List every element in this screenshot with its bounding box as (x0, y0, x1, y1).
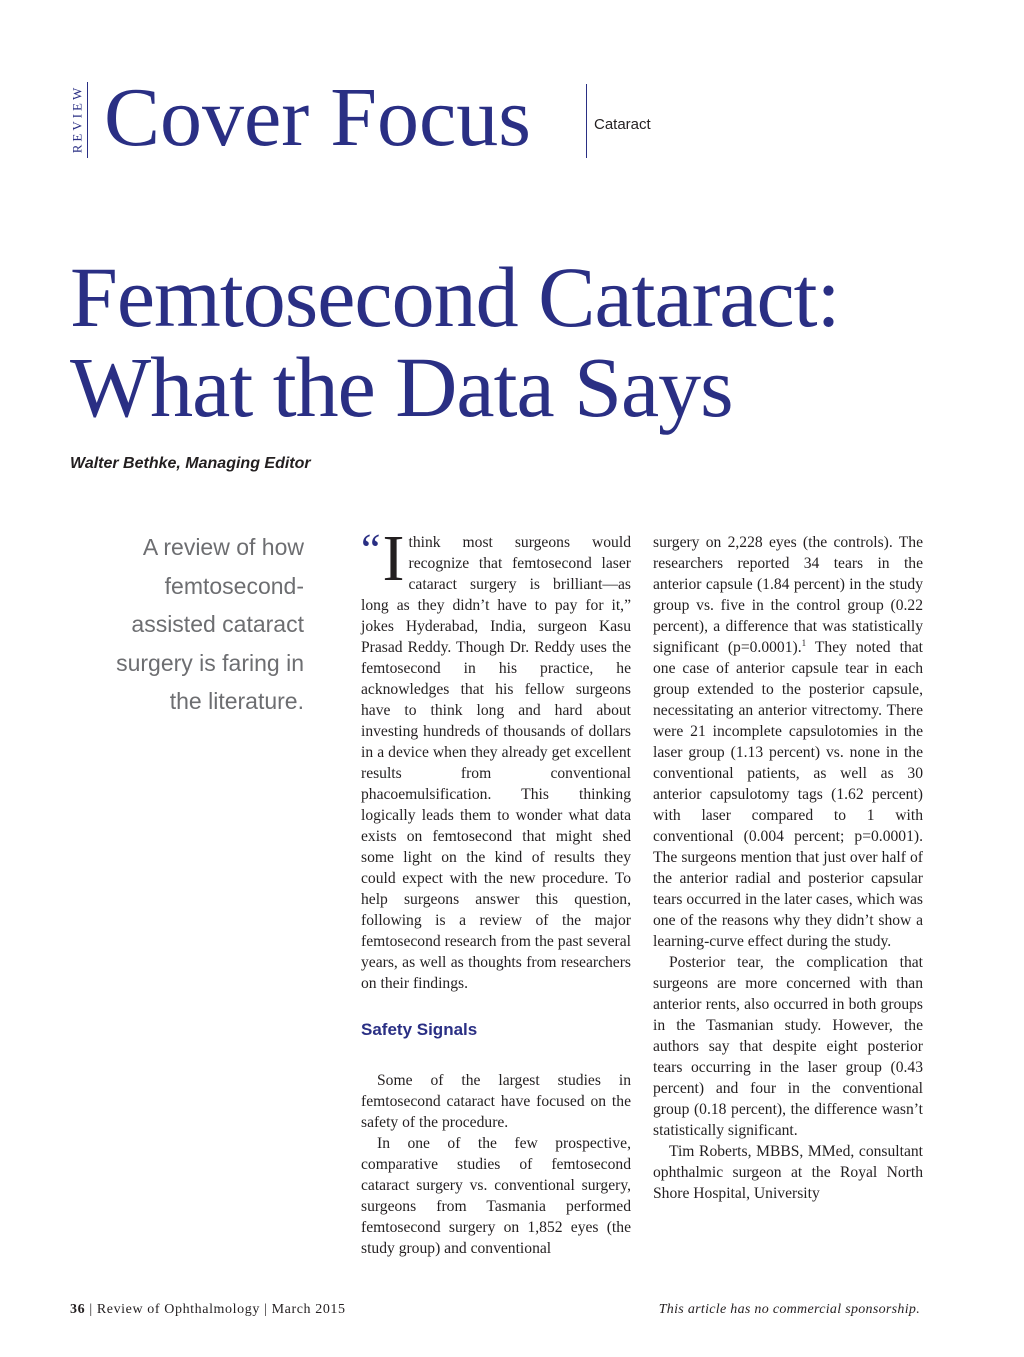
article-headline (70, 249, 970, 435)
opening-paragraph-text: think most surgeons would recognize that femtosecond laser cataract surgery is brilliant—as long as they didn’t have to pay for it,” jokes Hyderabad, India, surgeon Kasu Prasad Reddy. Though Dr. Reddy uses the femtosecond in his practice, he acknowledges that his fellow surgeons have to think long and hard about investing hundreds of thousands of dollars in a device when they already get excellent results from conventional phacoemulsification. This thinking logically leads them to wonder what data exists on femtosecond that might shed some light on the kind of results they could expect with the new procedure. To help surgeons answer this question, following is a review of the major femtosecond research from the past several years, as well as thoughts from researchers on their findings. (361, 534, 631, 992)
footnote-reference: 1 (801, 637, 807, 648)
publication-name: Review of Ophthalmology (96, 1302, 260, 1317)
paragraph: Posterior tear, the complication that surgeons are more concerned with than anterior rents, also occurred in both groups in the Tasmanian study. However, the authors say that despite eight posterior tears occurring in the laser group (0.43 percent) and four in the conventional group (0.18 percent), the difference wasn’t statistically significant. (653, 954, 923, 1139)
review-tag (66, 78, 88, 160)
headline-line-1: Femtosecond Cataract: (70, 249, 840, 345)
masthead-title: Cover Focus (104, 71, 531, 164)
body-column-2 (653, 532, 923, 1204)
paragraph-continued (653, 532, 923, 952)
masthead (66, 71, 686, 164)
issue-date: March 2015 (271, 1302, 346, 1317)
subhead-safety-signals: Safety Signals (361, 1020, 478, 1039)
opening-paragraph (361, 522, 631, 994)
paragraph: In one of the few prospective, comparative studies of femtosecond cataract surgery vs. conventional surgery, surgeons from Tasmania performed femtosecond surgery on 1,852 eyes (the study group) and conventional (361, 1135, 631, 1257)
article-deck: A review of how femtosecond-assisted cataract surgery is faring in the literature. (116, 534, 304, 714)
opening-quote-mark: “ (361, 525, 381, 574)
paragraph-text-a: surgery on 2,228 eyes (the controls). The researchers reported 34 tears in the anterior capsule (1.84 percent) in the study group vs. five in the control group (0.22 percent), a difference that was statistically significant (p=0.0001). (653, 534, 923, 656)
body-column-1 (361, 522, 631, 1259)
headline-line-2: What the Data Says (70, 339, 733, 435)
paragraph: Tim Roberts, MBBS, MMed, consultant ophthalmic surgeon at the Royal North Shore Hospital, University (653, 1143, 923, 1202)
drop-cap: I (382, 522, 405, 595)
page-footer-folio (70, 1302, 346, 1318)
paragraph-text-b: They noted that one case of anterior capsule tear in each group extended to the posterior capsule, necessitating an anterior vitrectomy. There were 21 incomplete capsulotomies in the laser group (1.13 percent) vs. none in the conventional patients, as well as 30 anterior capsulotomy tags (1.62 percent) with laser compared to 1 with conventional (0.004 percent; p=0.0001). The surgeons mention that just over half of the anterior radial and posterior capsular tears occurred in the later cases, which was one of the reasons why they didn’t show a learning-curve effect during the study. (653, 639, 924, 950)
masthead-divider-left (87, 82, 88, 158)
sponsorship-note: This article has no commercial sponsorship. (658, 1302, 920, 1317)
footer-divider: | (264, 1302, 268, 1317)
masthead-divider-right (586, 84, 587, 158)
section-label: Cataract (594, 116, 651, 133)
page-number: 36 (70, 1302, 86, 1317)
review-tag-text: REVIEW (69, 84, 85, 154)
byline: Walter Bethke, Managing Editor (70, 455, 311, 472)
paragraph: Some of the largest studies in femtosecond cataract have focused on the safety of the procedure. (361, 1072, 631, 1131)
footer-divider: | (89, 1302, 93, 1317)
